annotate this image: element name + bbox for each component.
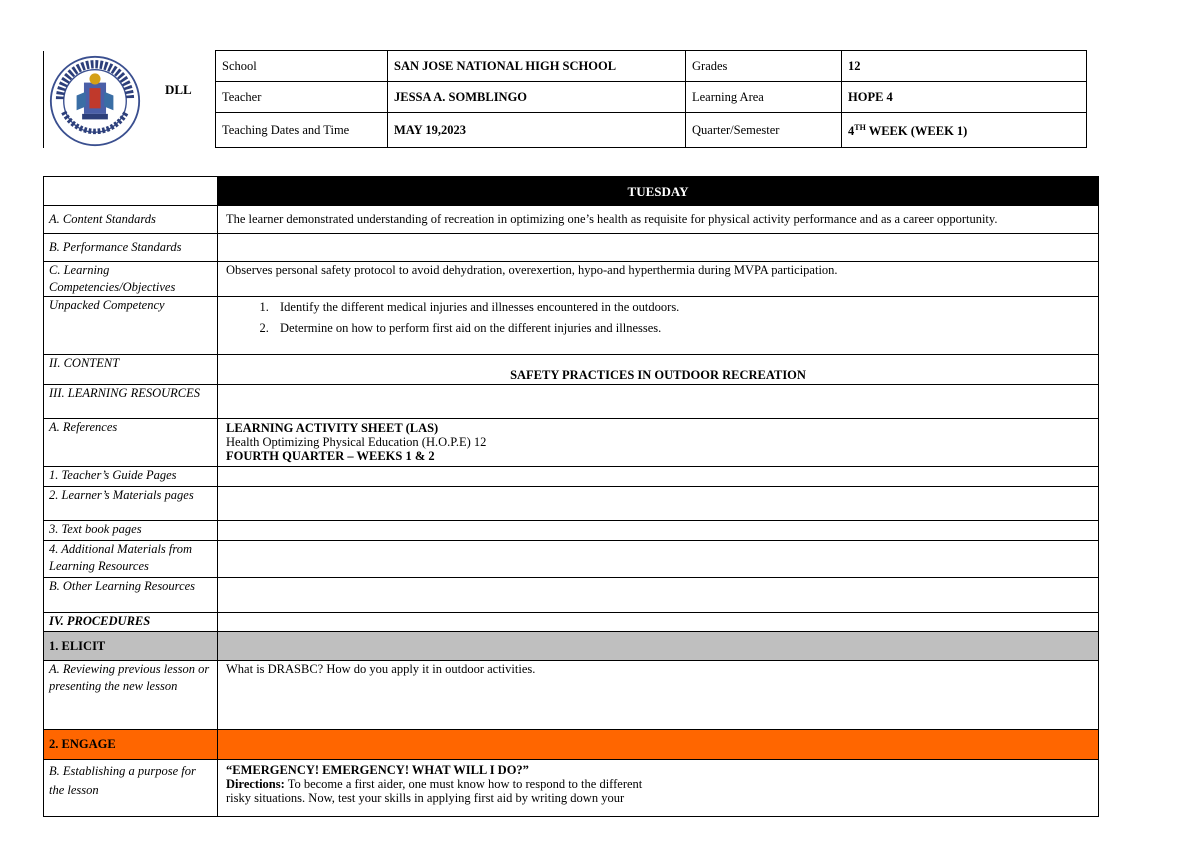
teacher-value: JESSA A. SOMBLINGO <box>388 82 686 113</box>
day-header: TUESDAY <box>218 177 1099 206</box>
unpacked-label: Unpacked Competency <box>44 297 218 355</box>
content-text: SAFETY PRACTICES IN OUTDOOR RECREATION <box>218 355 1099 385</box>
procedures-label: IV. PROCEDURES <box>44 613 218 632</box>
dates-label: Teaching Dates and Time <box>216 113 388 148</box>
quarter-sup: TH <box>854 123 866 133</box>
learning-area-label: Learning Area <box>686 82 842 113</box>
school-label: School <box>216 51 388 82</box>
lm-pages-text <box>218 487 1099 521</box>
lesson-table <box>43 176 1099 817</box>
competencies-text: Observes personal safety protocol to avoid dehydration, overexertion, hypo-and hyperthermia during MVPA participation. <box>218 262 1099 297</box>
references-cell <box>218 419 1099 467</box>
quarter-num: 4 <box>848 124 855 139</box>
reviewing-label: A. Reviewing previous lesson or presenting the new lesson <box>44 661 218 730</box>
corner-cell <box>44 177 218 206</box>
header-table <box>43 50 1087 148</box>
quarter-value <box>842 113 1087 148</box>
directions-text: To become a first aider, one must know how to respond to the different <box>284 777 643 791</box>
directions-text-2: risky situations. Now, test your skills in applying first aid by writing down your <box>226 791 625 805</box>
resources-label: III. LEARNING RESOURCES <box>44 385 218 419</box>
purpose-label: B. Establishing a purpose for the lesson <box>44 760 218 817</box>
textbook-text <box>218 521 1099 541</box>
content-standards-label: A. Content Standards <box>44 206 218 234</box>
elicit-label: 1. ELICIT <box>44 632 218 661</box>
tg-pages-text <box>218 467 1099 487</box>
additional-text <box>218 541 1099 578</box>
competencies-label: C. Learning Competencies/Objectives <box>44 262 218 297</box>
grades-value: 12 <box>842 51 1087 82</box>
additional-label: 4. Additional Materials from Learning Resources <box>44 541 218 578</box>
references-label: A. References <box>44 419 218 467</box>
purpose-directions <box>226 777 1090 791</box>
purpose-cell <box>218 760 1099 817</box>
unpacked-list <box>226 297 1090 339</box>
quarter-label: Quarter/Semester <box>686 113 842 148</box>
procedures-text <box>218 613 1099 632</box>
performance-standards-label: B. Performance Standards <box>44 234 218 262</box>
engage-label: 2. ENGAGE <box>44 730 218 760</box>
purpose-title: “EMERGENCY! EMERGENCY! WHAT WILL I DO?” <box>226 763 529 777</box>
other-resources-text <box>218 578 1099 613</box>
elicit-bar <box>218 632 1099 661</box>
list-item: 2. Determine on how to perform first aid on the different injuries and illnesses. <box>272 318 1090 339</box>
logo-cell <box>44 51 216 148</box>
deped-seal-icon <box>49 55 141 147</box>
performance-standards-text <box>218 234 1099 262</box>
references-line-1: LEARNING ACTIVITY SHEET (LAS) <box>226 421 439 435</box>
references-line-2: Health Optimizing Physical Education (H.O.P.E) 12 <box>226 435 487 449</box>
reviewing-text: What is DRASBC? How do you apply it in outdoor activities. <box>218 661 1099 730</box>
unpacked-list-cell <box>218 297 1099 355</box>
resources-text <box>218 385 1099 419</box>
quarter-rest: WEEK (WEEK 1) <box>865 124 968 139</box>
school-value: SAN JOSE NATIONAL HIGH SCHOOL <box>388 51 686 82</box>
lm-pages-label: 2. Learner’s Materials pages <box>44 487 218 521</box>
engage-bar <box>218 730 1099 760</box>
dates-value: MAY 19,2023 <box>388 113 686 148</box>
references-line-3: FOURTH QUARTER – WEEKS 1 & 2 <box>226 449 435 463</box>
grades-label: Grades <box>686 51 842 82</box>
content-standards-text: The learner demonstrated understanding of recreation in optimizing one’s health as requisite for physical activity performance and as a career opportunity. <box>218 206 1099 234</box>
doc-type-label: DLL <box>165 81 192 97</box>
list-item: 1. Identify the different medical injuries and illnesses encountered in the outdoors. <box>272 297 1090 318</box>
learning-area-value: HOPE 4 <box>842 82 1087 113</box>
textbook-label: 3. Text book pages <box>44 521 218 541</box>
content-label: II. CONTENT <box>44 355 218 385</box>
directions-label: Directions: <box>226 777 285 791</box>
tg-pages-label: 1. Teacher’s Guide Pages <box>44 467 218 487</box>
other-resources-label: B. Other Learning Resources <box>44 578 218 613</box>
teacher-label: Teacher <box>216 82 388 113</box>
